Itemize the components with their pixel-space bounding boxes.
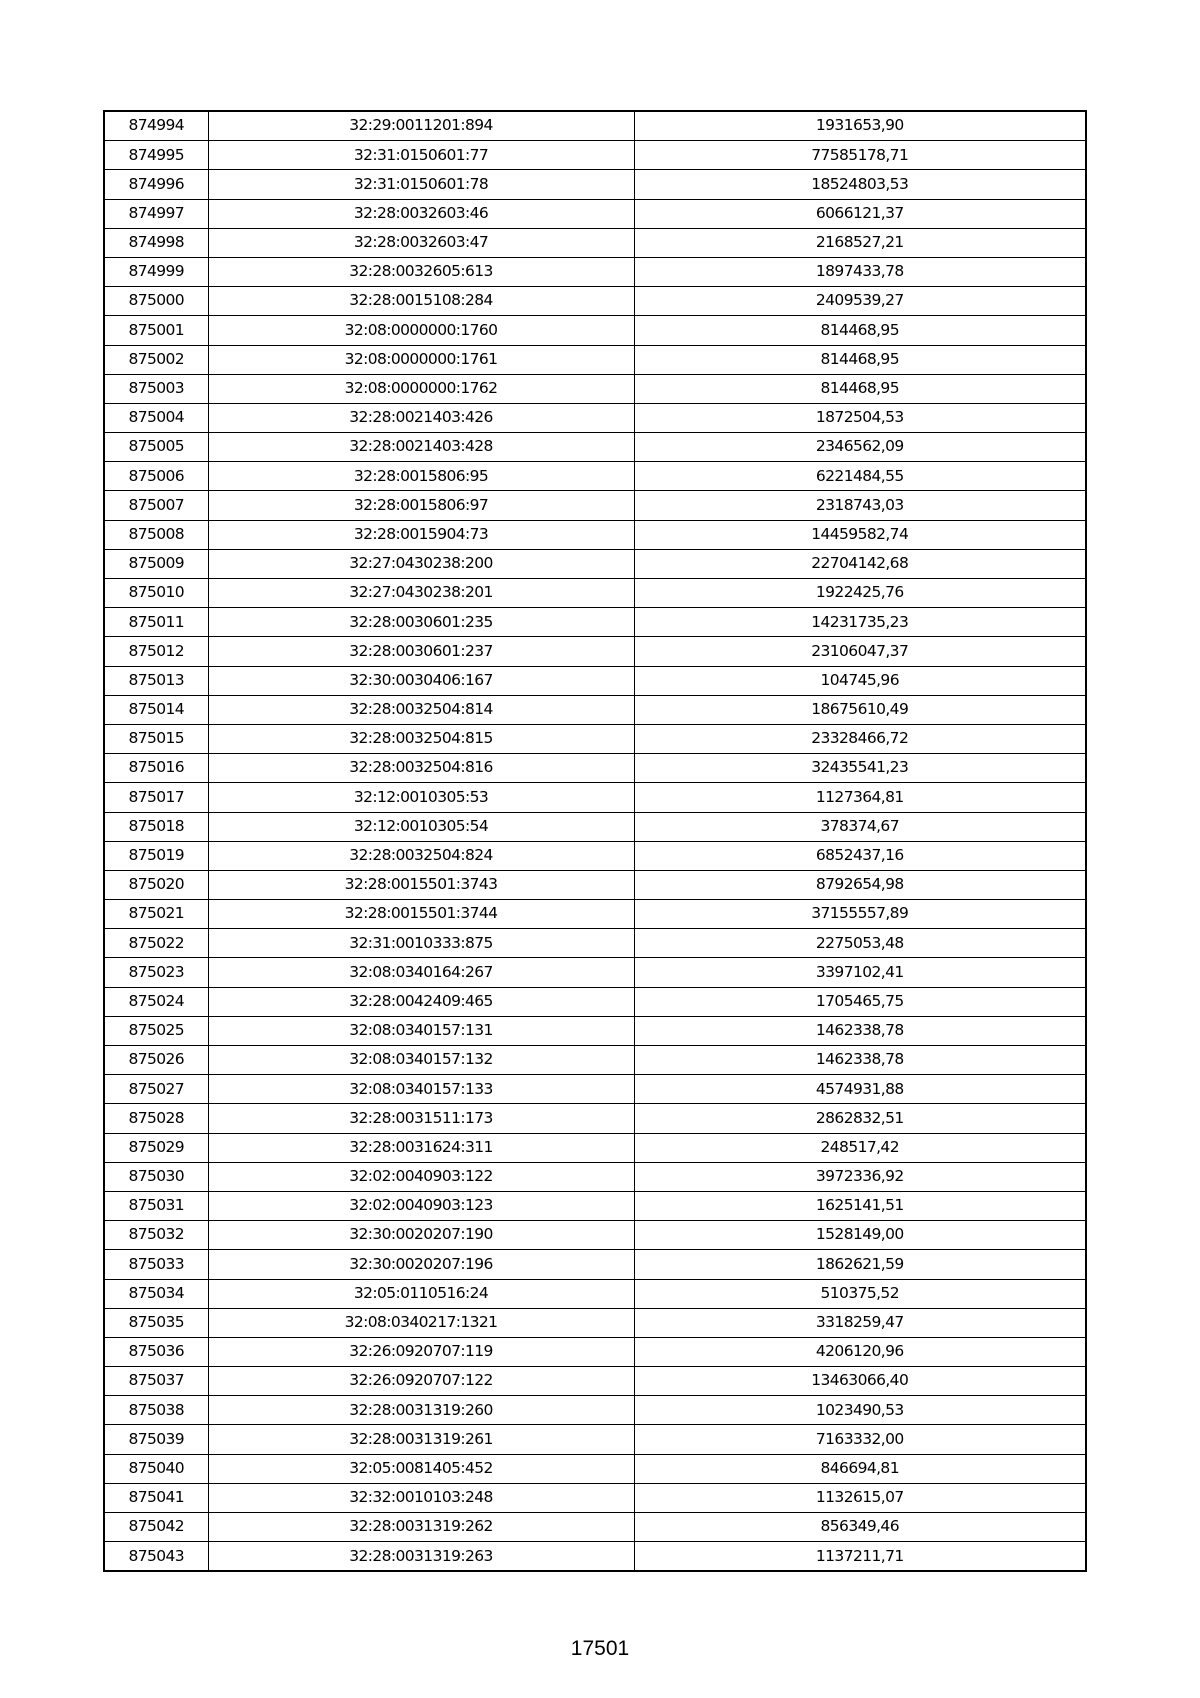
cadastral-value-table bbox=[103, 110, 1087, 1572]
table-row bbox=[104, 1221, 1086, 1250]
table-row bbox=[104, 1367, 1086, 1396]
table-row bbox=[104, 199, 1086, 228]
table-row bbox=[104, 316, 1086, 345]
cadastral-value-cell: 18524803,53 bbox=[634, 170, 1086, 199]
table-row bbox=[104, 462, 1086, 491]
cadastral-number-cell: 32:12:0010305:53 bbox=[208, 783, 634, 812]
cadastral-number-cell: 32:08:0000000:1760 bbox=[208, 316, 634, 345]
cadastral-number-cell: 32:28:0015501:3744 bbox=[208, 900, 634, 929]
cadastral-number-cell: 32:28:0032504:824 bbox=[208, 841, 634, 870]
row-number-cell: 875037 bbox=[104, 1367, 208, 1396]
table-row bbox=[104, 1133, 1086, 1162]
row-number-cell: 875016 bbox=[104, 754, 208, 783]
cadastral-value-cell: 1127364,81 bbox=[634, 783, 1086, 812]
row-number-cell: 875027 bbox=[104, 1075, 208, 1104]
cadastral-number-cell: 32:08:0340164:267 bbox=[208, 958, 634, 987]
row-number-cell: 875031 bbox=[104, 1191, 208, 1220]
row-number-cell: 875001 bbox=[104, 316, 208, 345]
cadastral-value-cell: 14459582,74 bbox=[634, 520, 1086, 549]
cadastral-value-cell: 77585178,71 bbox=[634, 141, 1086, 170]
row-number-cell: 875038 bbox=[104, 1396, 208, 1425]
cadastral-number-cell: 32:05:0081405:452 bbox=[208, 1454, 634, 1483]
cadastral-value-cell: 510375,52 bbox=[634, 1279, 1086, 1308]
cadastral-number-cell: 32:28:0031319:260 bbox=[208, 1396, 634, 1425]
table-row bbox=[104, 1075, 1086, 1104]
cadastral-number-cell: 32:28:0031319:263 bbox=[208, 1542, 634, 1572]
cadastral-value-cell: 2318743,03 bbox=[634, 491, 1086, 520]
row-number-cell: 875025 bbox=[104, 1016, 208, 1045]
cadastral-number-cell: 32:28:0015501:3743 bbox=[208, 870, 634, 899]
row-number-cell: 874998 bbox=[104, 228, 208, 257]
table-row bbox=[104, 549, 1086, 578]
row-number-cell: 875043 bbox=[104, 1542, 208, 1572]
cadastral-number-cell: 32:30:0020207:196 bbox=[208, 1250, 634, 1279]
row-number-cell: 875015 bbox=[104, 724, 208, 753]
row-number-cell: 875010 bbox=[104, 579, 208, 608]
cadastral-number-cell: 32:28:0030601:235 bbox=[208, 608, 634, 637]
table-row bbox=[104, 1016, 1086, 1045]
cadastral-number-cell: 32:28:0031511:173 bbox=[208, 1104, 634, 1133]
cadastral-value-cell: 22704142,68 bbox=[634, 549, 1086, 578]
cadastral-number-cell: 32:02:0040903:122 bbox=[208, 1162, 634, 1191]
row-number-cell: 875030 bbox=[104, 1162, 208, 1191]
row-number-cell: 875026 bbox=[104, 1046, 208, 1075]
table-row bbox=[104, 345, 1086, 374]
cadastral-value-cell: 1862621,59 bbox=[634, 1250, 1086, 1279]
cadastral-value-cell: 846694,81 bbox=[634, 1454, 1086, 1483]
table-row bbox=[104, 1454, 1086, 1483]
cadastral-number-cell: 32:27:0430238:201 bbox=[208, 579, 634, 608]
cadastral-value-table-container bbox=[103, 110, 1085, 1572]
row-number-cell: 875019 bbox=[104, 841, 208, 870]
row-number-cell: 875041 bbox=[104, 1483, 208, 1512]
cadastral-value-cell: 18675610,49 bbox=[634, 695, 1086, 724]
row-number-cell: 875032 bbox=[104, 1221, 208, 1250]
table-row bbox=[104, 841, 1086, 870]
cadastral-number-cell: 32:28:0042409:465 bbox=[208, 987, 634, 1016]
cadastral-value-cell: 856349,46 bbox=[634, 1513, 1086, 1542]
cadastral-number-cell: 32:28:0015108:284 bbox=[208, 287, 634, 316]
cadastral-value-cell: 4574931,88 bbox=[634, 1075, 1086, 1104]
cadastral-number-cell: 32:32:0010103:248 bbox=[208, 1483, 634, 1512]
table-row bbox=[104, 257, 1086, 286]
row-number-cell: 875028 bbox=[104, 1104, 208, 1133]
cadastral-number-cell: 32:28:0032504:815 bbox=[208, 724, 634, 753]
table-row bbox=[104, 1104, 1086, 1133]
cadastral-number-cell: 32:08:0340157:133 bbox=[208, 1075, 634, 1104]
table-row bbox=[104, 579, 1086, 608]
table-row bbox=[104, 1250, 1086, 1279]
row-number-cell: 875011 bbox=[104, 608, 208, 637]
row-number-cell: 875013 bbox=[104, 666, 208, 695]
row-number-cell: 875023 bbox=[104, 958, 208, 987]
row-number-cell: 875022 bbox=[104, 929, 208, 958]
cadastral-number-cell: 32:27:0430238:200 bbox=[208, 549, 634, 578]
row-number-cell: 875018 bbox=[104, 812, 208, 841]
cadastral-number-cell: 32:08:0000000:1762 bbox=[208, 374, 634, 403]
cadastral-value-cell: 2346562,09 bbox=[634, 433, 1086, 462]
cadastral-value-cell: 1625141,51 bbox=[634, 1191, 1086, 1220]
cadastral-value-cell: 2168527,21 bbox=[634, 228, 1086, 257]
table-row bbox=[104, 1046, 1086, 1075]
cadastral-value-cell: 2409539,27 bbox=[634, 287, 1086, 316]
row-number-cell: 875020 bbox=[104, 870, 208, 899]
table-row bbox=[104, 987, 1086, 1016]
cadastral-number-cell: 32:28:0032605:613 bbox=[208, 257, 634, 286]
cadastral-value-cell: 37155557,89 bbox=[634, 900, 1086, 929]
row-number-cell: 874999 bbox=[104, 257, 208, 286]
cadastral-number-cell: 32:08:0340217:1321 bbox=[208, 1308, 634, 1337]
cadastral-number-cell: 32:28:0030601:237 bbox=[208, 637, 634, 666]
cadastral-number-cell: 32:28:0031624:311 bbox=[208, 1133, 634, 1162]
cadastral-value-cell: 3972336,92 bbox=[634, 1162, 1086, 1191]
cadastral-value-cell: 7163332,00 bbox=[634, 1425, 1086, 1454]
cadastral-number-cell: 32:26:0920707:122 bbox=[208, 1367, 634, 1396]
table-row bbox=[104, 491, 1086, 520]
cadastral-value-cell: 4206120,96 bbox=[634, 1337, 1086, 1366]
cadastral-value-cell: 814468,95 bbox=[634, 345, 1086, 374]
cadastral-number-cell: 32:29:0011201:894 bbox=[208, 111, 634, 141]
cadastral-value-cell: 3318259,47 bbox=[634, 1308, 1086, 1337]
cadastral-value-cell: 378374,67 bbox=[634, 812, 1086, 841]
table-row bbox=[104, 812, 1086, 841]
row-number-cell: 874997 bbox=[104, 199, 208, 228]
cadastral-value-cell: 6852437,16 bbox=[634, 841, 1086, 870]
cadastral-number-cell: 32:28:0032603:47 bbox=[208, 228, 634, 257]
page-number: 17501 bbox=[570, 1637, 630, 1660]
table-row bbox=[104, 783, 1086, 812]
row-number-cell: 875039 bbox=[104, 1425, 208, 1454]
table-row bbox=[104, 695, 1086, 724]
row-number-cell: 874996 bbox=[104, 170, 208, 199]
cadastral-number-cell: 32:08:0340157:131 bbox=[208, 1016, 634, 1045]
cadastral-number-cell: 32:31:0010333:875 bbox=[208, 929, 634, 958]
row-number-cell: 875017 bbox=[104, 783, 208, 812]
cadastral-value-cell: 23328466,72 bbox=[634, 724, 1086, 753]
cadastral-value-cell: 1132615,07 bbox=[634, 1483, 1086, 1512]
table-row bbox=[104, 433, 1086, 462]
table-row bbox=[104, 1396, 1086, 1425]
row-number-cell: 875033 bbox=[104, 1250, 208, 1279]
cadastral-number-cell: 32:28:0015806:95 bbox=[208, 462, 634, 491]
table-row bbox=[104, 287, 1086, 316]
cadastral-value-cell: 14231735,23 bbox=[634, 608, 1086, 637]
table-row bbox=[104, 520, 1086, 549]
table-row bbox=[104, 1425, 1086, 1454]
table-row bbox=[104, 1162, 1086, 1191]
table-row bbox=[104, 666, 1086, 695]
row-number-cell: 875036 bbox=[104, 1337, 208, 1366]
row-number-cell: 875040 bbox=[104, 1454, 208, 1483]
cadastral-number-cell: 32:30:0020207:190 bbox=[208, 1221, 634, 1250]
cadastral-number-cell: 32:28:0031319:261 bbox=[208, 1425, 634, 1454]
table-row bbox=[104, 608, 1086, 637]
cadastral-value-cell: 3397102,41 bbox=[634, 958, 1086, 987]
row-number-cell: 875042 bbox=[104, 1513, 208, 1542]
table-row bbox=[104, 1279, 1086, 1308]
cadastral-number-cell: 32:02:0040903:123 bbox=[208, 1191, 634, 1220]
cadastral-value-cell: 1462338,78 bbox=[634, 1046, 1086, 1075]
cadastral-number-cell: 32:26:0920707:119 bbox=[208, 1337, 634, 1366]
cadastral-number-cell: 32:28:0015806:97 bbox=[208, 491, 634, 520]
table-row bbox=[104, 754, 1086, 783]
table-row bbox=[104, 1483, 1086, 1512]
table-row bbox=[104, 1513, 1086, 1542]
row-number-cell: 874994 bbox=[104, 111, 208, 141]
table-row bbox=[104, 1337, 1086, 1366]
cadastral-number-cell: 32:30:0030406:167 bbox=[208, 666, 634, 695]
row-number-cell: 875009 bbox=[104, 549, 208, 578]
table-row bbox=[104, 637, 1086, 666]
table-row bbox=[104, 870, 1086, 899]
row-number-cell: 875021 bbox=[104, 900, 208, 929]
row-number-cell: 875034 bbox=[104, 1279, 208, 1308]
cadastral-number-cell: 32:05:0110516:24 bbox=[208, 1279, 634, 1308]
row-number-cell: 875000 bbox=[104, 287, 208, 316]
cadastral-value-cell: 1872504,53 bbox=[634, 403, 1086, 432]
row-number-cell: 875007 bbox=[104, 491, 208, 520]
row-number-cell: 875035 bbox=[104, 1308, 208, 1337]
row-number-cell: 875006 bbox=[104, 462, 208, 491]
cadastral-number-cell: 32:31:0150601:77 bbox=[208, 141, 634, 170]
table-row bbox=[104, 374, 1086, 403]
cadastral-number-cell: 32:28:0015904:73 bbox=[208, 520, 634, 549]
table-row bbox=[104, 170, 1086, 199]
cadastral-value-cell: 1528149,00 bbox=[634, 1221, 1086, 1250]
row-number-cell: 874995 bbox=[104, 141, 208, 170]
cadastral-value-cell: 13463066,40 bbox=[634, 1367, 1086, 1396]
cadastral-value-cell: 6066121,37 bbox=[634, 199, 1086, 228]
cadastral-value-cell: 1931653,90 bbox=[634, 111, 1086, 141]
row-number-cell: 875005 bbox=[104, 433, 208, 462]
table-row bbox=[104, 1542, 1086, 1572]
cadastral-value-cell: 32435541,23 bbox=[634, 754, 1086, 783]
cadastral-number-cell: 32:28:0032504:816 bbox=[208, 754, 634, 783]
cadastral-number-cell: 32:28:0021403:426 bbox=[208, 403, 634, 432]
cadastral-value-cell: 6221484,55 bbox=[634, 462, 1086, 491]
table-row bbox=[104, 403, 1086, 432]
cadastral-value-cell: 1922425,76 bbox=[634, 579, 1086, 608]
cadastral-value-cell: 814468,95 bbox=[634, 374, 1086, 403]
table-body bbox=[104, 111, 1086, 1571]
cadastral-value-cell: 814468,95 bbox=[634, 316, 1086, 345]
cadastral-value-cell: 104745,96 bbox=[634, 666, 1086, 695]
row-number-cell: 875024 bbox=[104, 987, 208, 1016]
table-row bbox=[104, 958, 1086, 987]
cadastral-value-cell: 1023490,53 bbox=[634, 1396, 1086, 1425]
cadastral-number-cell: 32:31:0150601:78 bbox=[208, 170, 634, 199]
table-row bbox=[104, 1308, 1086, 1337]
table-row bbox=[104, 111, 1086, 141]
cadastral-number-cell: 32:12:0010305:54 bbox=[208, 812, 634, 841]
row-number-cell: 875002 bbox=[104, 345, 208, 374]
cadastral-value-cell: 2862832,51 bbox=[634, 1104, 1086, 1133]
row-number-cell: 875029 bbox=[104, 1133, 208, 1162]
cadastral-value-cell: 1705465,75 bbox=[634, 987, 1086, 1016]
cadastral-value-cell: 2275053,48 bbox=[634, 929, 1086, 958]
cadastral-value-cell: 248517,42 bbox=[634, 1133, 1086, 1162]
cadastral-number-cell: 32:28:0032504:814 bbox=[208, 695, 634, 724]
table-row bbox=[104, 929, 1086, 958]
cadastral-number-cell: 32:28:0032603:46 bbox=[208, 199, 634, 228]
row-number-cell: 875004 bbox=[104, 403, 208, 432]
cadastral-number-cell: 32:08:0000000:1761 bbox=[208, 345, 634, 374]
table-row bbox=[104, 900, 1086, 929]
cadastral-value-cell: 1137211,71 bbox=[634, 1542, 1086, 1572]
cadastral-number-cell: 32:28:0021403:428 bbox=[208, 433, 634, 462]
row-number-cell: 875008 bbox=[104, 520, 208, 549]
cadastral-value-cell: 1462338,78 bbox=[634, 1016, 1086, 1045]
row-number-cell: 875012 bbox=[104, 637, 208, 666]
cadastral-value-cell: 23106047,37 bbox=[634, 637, 1086, 666]
cadastral-value-cell: 8792654,98 bbox=[634, 870, 1086, 899]
row-number-cell: 875014 bbox=[104, 695, 208, 724]
cadastral-value-cell: 1897433,78 bbox=[634, 257, 1086, 286]
cadastral-number-cell: 32:28:0031319:262 bbox=[208, 1513, 634, 1542]
table-row bbox=[104, 141, 1086, 170]
cadastral-number-cell: 32:08:0340157:132 bbox=[208, 1046, 634, 1075]
table-row bbox=[104, 724, 1086, 753]
row-number-cell: 875003 bbox=[104, 374, 208, 403]
table-row bbox=[104, 1191, 1086, 1220]
table-row bbox=[104, 228, 1086, 257]
